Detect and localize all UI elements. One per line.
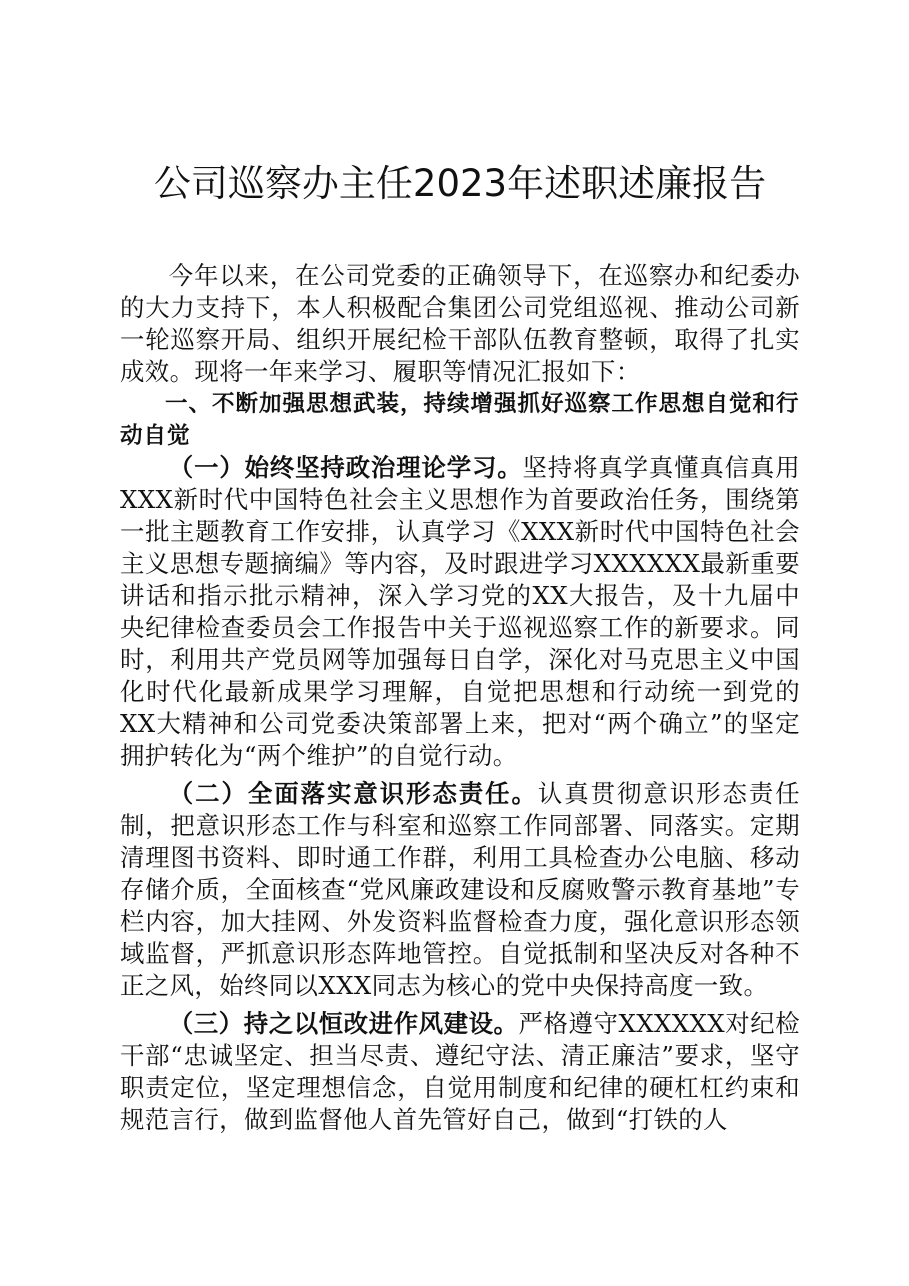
- item-body-3: 严格遵守XXXXXX对纪检干部“忠诚坚定、担当尽责、遵纪守法、清正廉洁”要求，坚守职责定位，坚定理想信念，自觉用制度和纪律的硬杠杠约束和规范言行，做到监督他人首先管好自己，做到“打铁的人: [120, 1009, 800, 1134]
- document-title: 公司巡察办主任2023年述职述廉报告: [153, 162, 767, 205]
- document-page: [120, 158, 800, 1136]
- item-paragraph-3: [120, 1008, 800, 1136]
- intro-paragraph: 今年以来，在公司党委的正确领导下，在巡察办和纪委办的大力支持下，本人积极配合集团公司党组巡视、推动公司新一轮巡察开局、组织开展纪检干部队伍教育整顿，取得了扎实成效。现将一年来学习、履职等情况汇报如下：: [120, 261, 800, 386]
- item-paragraph-2: [120, 778, 800, 1002]
- item-subtitle-1: （一）始终坚持政治理论学习。: [168, 453, 523, 482]
- item-body-2: 认真贯彻意识形态责任制，把意识形态工作与科室和巡察工作同部署、同落实。定期清理图书资料、即时通工作群，利用工具检查办公电脑、移动存储介质，全面核查“党风廉政建设和反腐败警示教育基地”专栏内容，加大挂网、外发资料监督检查力度，强化意识形态领域监督，严抓意识形态阵地管控。自觉抵制和坚决反对各种不正之风，始终同以XXX同志为核心的党中央保持高度一致。: [120, 779, 800, 1000]
- item-subtitle-2: （二）全面落实意识形态责任。: [168, 779, 538, 808]
- item-paragraph-1: [120, 452, 800, 772]
- item-subtitle-3: （三）持之以恒改进作风建设。: [168, 1009, 519, 1038]
- item-body-1: 坚持将真学真懂真信真用XXX新时代中国特色社会主义思想作为首要政治任务，围绕第一批主题教育工作安排，认真学习《XXX新时代中国特色社会主义思想专题摘编》等内容，及时跟进学习XXXXXX最新重要讲话和指示批示精神，深入学习党的XX大报告，及十九届中央纪律检查委员会工作报告中关于巡视巡察工作的新要求。同时，利用共产党员网等加强每日自学，深化对马克思主义中国化时代化最新成果学习理解，自觉把思想和行动统一到党的XX大精神和公司党委决策部署上来，把对“两个确立”的坚定拥护转化为“两个维护”的自觉行动。: [120, 453, 800, 770]
- section-heading-1: 一、不断加强思想武装，持续增强抓好巡察工作思想自觉和行动自觉: [120, 391, 800, 449]
